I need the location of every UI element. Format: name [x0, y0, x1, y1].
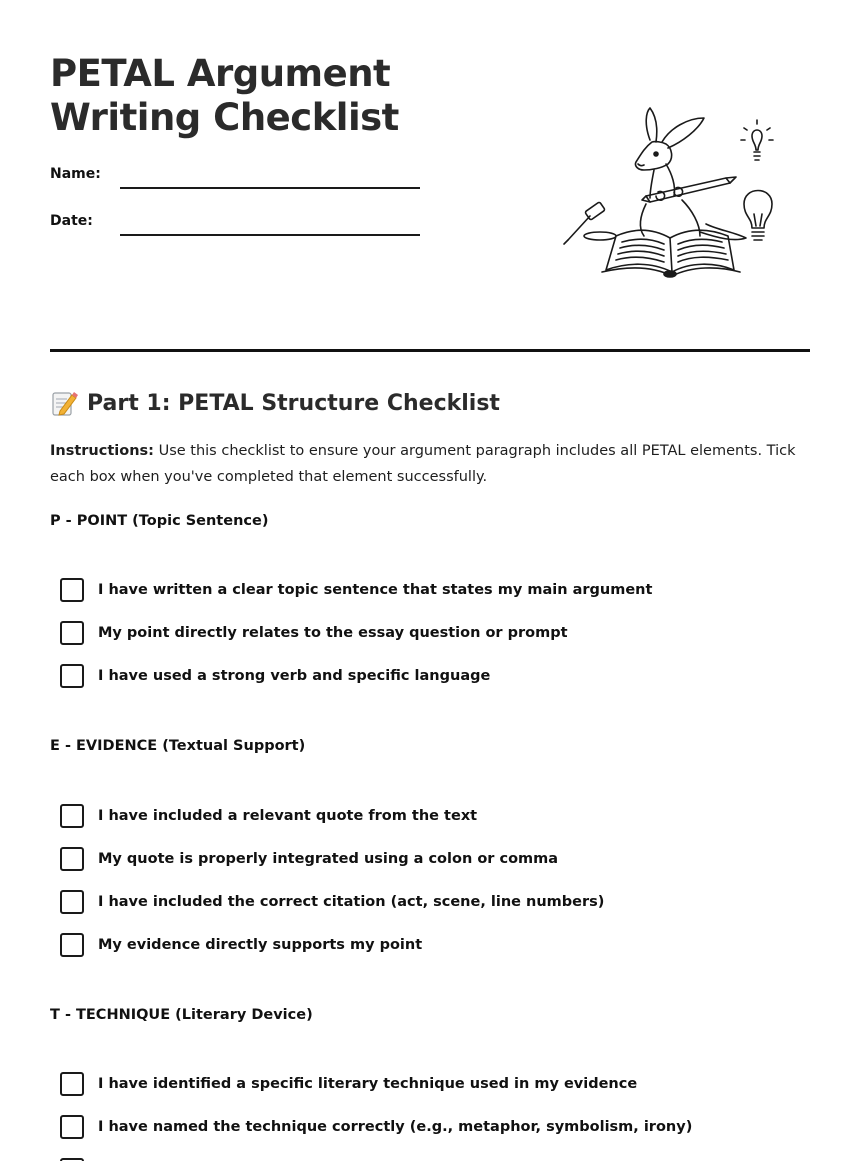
page-title: [50, 52, 399, 140]
name-line[interactable]: [120, 187, 420, 189]
date-label: Date:: [50, 213, 93, 229]
checklist-item-label: I have identified a specific literary technique used in my evidence: [98, 1076, 638, 1092]
instructions: [50, 438, 810, 490]
checklist-item[interactable]: [60, 889, 604, 915]
evidence-heading: E - EVIDENCE (Textual Support): [50, 738, 306, 754]
checkbox[interactable]: [60, 890, 84, 914]
checklist-item[interactable]: [60, 846, 558, 872]
checklist-item[interactable]: [60, 663, 490, 689]
checkbox[interactable]: [60, 621, 84, 645]
instructions-text: Use this checklist to ensure your argument paragraph includes all PETAL elements. Tick each box when you've completed that element successfully.: [50, 443, 796, 485]
checkbox[interactable]: [60, 1115, 84, 1139]
checklist-item-label: My quote is properly integrated using a colon or comma: [98, 851, 559, 867]
checklist-item[interactable]: [60, 1114, 692, 1140]
checklist-item-label: I have used a strong verb and specific language: [98, 668, 491, 684]
checklist-item-label: I have named the technique correctly (e.g., metaphor, symbolism, irony): [98, 1119, 693, 1135]
date-line[interactable]: [120, 234, 420, 236]
checklist-item[interactable]: [60, 620, 568, 646]
memo-icon: [50, 389, 78, 417]
checkbox[interactable]: [60, 1072, 84, 1096]
checklist-item[interactable]: [60, 1071, 637, 1097]
checkbox[interactable]: [60, 804, 84, 828]
checklist-item-label: My evidence directly supports my point: [98, 937, 423, 953]
checklist-item-partial[interactable]: [60, 1157, 98, 1161]
title-line-1: PETAL Argument: [50, 52, 391, 95]
checklist-item-label: My point directly relates to the essay question or prompt: [98, 625, 568, 641]
instructions-label: Instructions:: [50, 443, 154, 459]
checklist-item[interactable]: [60, 803, 477, 829]
name-field[interactable]: [50, 166, 420, 182]
checkbox[interactable]: [60, 847, 84, 871]
checklist-item[interactable]: [60, 577, 652, 603]
section-divider: [50, 349, 810, 352]
checkbox[interactable]: [60, 933, 84, 957]
checklist-item-label: I have written a clear topic sentence that states my main argument: [98, 582, 653, 598]
title-line-2: Writing Checklist: [50, 96, 399, 139]
point-heading: P - POINT (Topic Sentence): [50, 513, 269, 529]
date-field[interactable]: [50, 213, 420, 229]
checkbox[interactable]: [60, 578, 84, 602]
name-label: Name:: [50, 166, 101, 182]
checklist-item-label: I have included the correct citation (act, scene, line numbers): [98, 894, 605, 910]
part1-heading-text: Part 1: PETAL Structure Checklist: [87, 390, 500, 416]
technique-heading: T - TECHNIQUE (Literary Device): [50, 1007, 313, 1023]
kangaroo-reading-book-icon: [558, 104, 784, 282]
checklist-item[interactable]: [60, 932, 422, 958]
part1-heading: [50, 389, 500, 417]
checkbox[interactable]: [60, 664, 84, 688]
checklist-item-label: I have included a relevant quote from the text: [98, 808, 478, 824]
